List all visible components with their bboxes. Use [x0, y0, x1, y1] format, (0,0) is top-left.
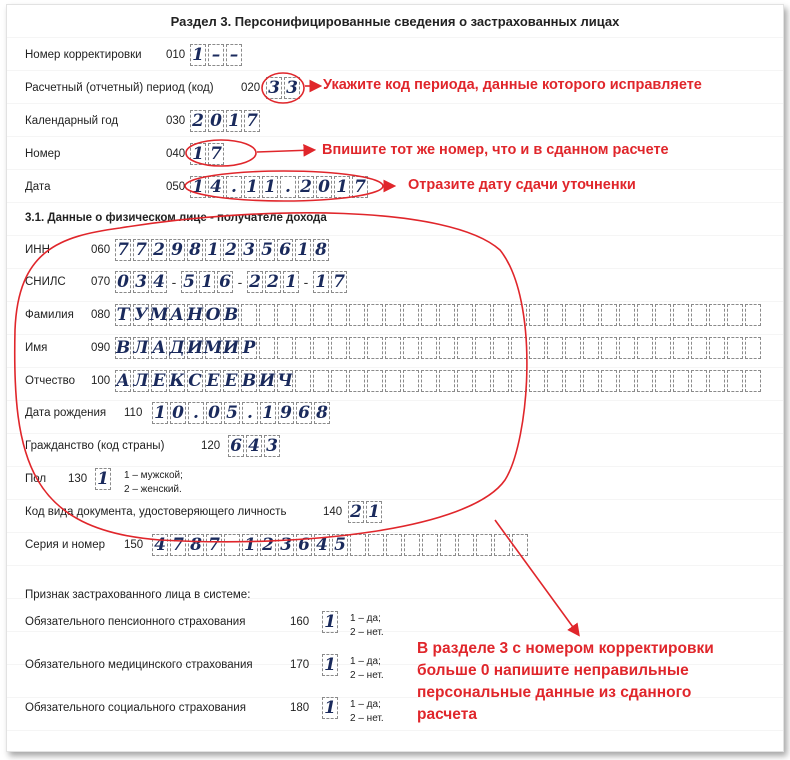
form-cell[interactable]: 7: [244, 110, 260, 132]
form-cell[interactable]: В: [241, 371, 257, 391]
form-cell[interactable]: 2: [151, 239, 167, 261]
label-social: Обязательного социального страхования: [25, 702, 246, 714]
annotation-section3-line2: больше 0 напишите неправильные: [417, 662, 689, 679]
form-cell[interactable]: –: [226, 44, 242, 66]
code-inn: 060: [91, 244, 111, 256]
number-arrow: [257, 150, 313, 152]
form-cell[interactable]: Т: [116, 305, 130, 325]
form-cell[interactable]: 6: [296, 534, 312, 556]
annotation-section3-line3: персональные данные из сданного: [417, 684, 692, 701]
form-cell[interactable]: 5: [181, 271, 197, 293]
label-patronymic: Отчество: [25, 375, 75, 387]
form-cell[interactable]: 4: [246, 435, 262, 457]
form-cell[interactable]: 1: [334, 176, 350, 198]
code-period: 020: [241, 82, 261, 94]
hint-gender-2: 2 – женский.: [124, 484, 182, 495]
form-cell[interactable]: Л: [133, 338, 149, 358]
form-cell[interactable]: 8: [314, 402, 330, 424]
form-cell[interactable]: -: [303, 274, 309, 290]
code-pension: 160: [290, 616, 310, 628]
code-birthdate: 110: [124, 407, 143, 419]
form-cell[interactable]: 4: [208, 176, 224, 198]
form-cell[interactable]: 0: [316, 176, 332, 198]
hint-medical-1: 1 – да;: [350, 656, 381, 667]
section-title: Раздел 3. Персонифицированные сведения о застрахованных лицах: [170, 14, 620, 29]
form-cell[interactable]: 0: [208, 110, 224, 132]
form-cell[interactable]: В: [223, 305, 239, 325]
code-year: 030: [166, 115, 186, 127]
form-cell[interactable]: 7: [331, 271, 347, 293]
label-doctype: Код вида документа, удостоверяющего личность: [25, 506, 287, 518]
annotation-period: Укажите код периода, данные которого исправляете: [323, 77, 702, 93]
form-cell[interactable]: 5: [259, 239, 275, 261]
form-cell[interactable]: -: [171, 274, 177, 290]
label-surname: Фамилия: [25, 309, 74, 321]
annotation-section3-line4: расчета: [417, 706, 477, 723]
label-snils: СНИЛС: [25, 276, 66, 288]
form-cell[interactable]: О: [205, 305, 221, 325]
form-cell[interactable]: 3: [264, 435, 280, 457]
form-cell[interactable]: 1: [295, 239, 311, 261]
form-cell[interactable]: 2: [265, 271, 281, 293]
form-cell[interactable]: Л: [133, 371, 149, 391]
form-cell[interactable]: 4: [314, 534, 330, 556]
form-cell[interactable]: 1: [226, 110, 242, 132]
form-cell[interactable]: И: [186, 338, 204, 358]
label-medical: Обязательного медицинского страхования: [25, 659, 253, 671]
code-date: 050: [166, 181, 186, 193]
form-cell[interactable]: 7: [115, 239, 131, 261]
code-snils: 070: [91, 276, 111, 288]
annotation-number: Впишите тот же номер, что и в сданном расчете: [322, 142, 669, 158]
form-cell[interactable]: 1: [260, 402, 276, 424]
code-surname: 080: [91, 309, 111, 321]
section-circle: [15, 213, 527, 542]
code-series: 150: [124, 539, 144, 551]
label-pension: Обязательного пенсионного страхования: [25, 616, 246, 628]
form-cell[interactable]: 1: [322, 697, 338, 719]
form-cell[interactable]: М: [149, 305, 169, 325]
label-date: Дата: [25, 181, 51, 193]
label-birthdate: Дата рождения: [25, 407, 107, 419]
hint-pension-1: 1 – да;: [350, 613, 381, 624]
form-cell[interactable]: 3: [278, 534, 294, 556]
form-cell[interactable]: 5: [332, 534, 348, 556]
form-cell[interactable]: -: [237, 274, 243, 290]
date-circle: [185, 171, 383, 201]
form-cell[interactable]: В: [115, 338, 131, 358]
form-cell[interactable]: Е: [224, 371, 238, 391]
form-cell[interactable]: 3: [266, 77, 282, 99]
form-cell[interactable]: 6: [296, 402, 312, 424]
form-cell[interactable]: Р: [242, 338, 256, 358]
label-year: Календарный год: [25, 115, 119, 127]
hint-medical-2: 2 – нет.: [350, 670, 384, 681]
form-cell[interactable]: 7: [352, 176, 368, 198]
hint-social-1: 1 – да;: [350, 699, 381, 710]
code-doctype: 140: [323, 506, 343, 518]
form-cell[interactable]: А: [170, 305, 184, 325]
form-cell[interactable]: И: [222, 338, 240, 358]
annotation-date: Отразите дату сдачи уточненки: [408, 177, 636, 193]
form-cell[interactable]: 8: [188, 534, 204, 556]
form-cell[interactable]: 6: [228, 435, 244, 457]
form-cell[interactable]: 0: [115, 271, 131, 293]
form-cell[interactable]: 1: [313, 271, 329, 293]
hint-gender-1: 1 – мужской;: [124, 470, 183, 481]
label-period: Расчетный (отчетный) период (код): [25, 82, 214, 94]
code-medical: 170: [290, 659, 310, 671]
code-patronymic: 100: [91, 375, 111, 387]
form-cell[interactable]: А: [116, 371, 130, 391]
form-cell[interactable]: 8: [187, 239, 203, 261]
form-cell[interactable]: 5: [224, 402, 240, 424]
hint-pension-2: 2 – нет.: [350, 627, 384, 638]
code-social: 180: [290, 702, 310, 714]
code-citizenship: 120: [201, 440, 221, 452]
form-cell[interactable]: 2: [348, 501, 364, 523]
form-cell[interactable]: 7: [170, 534, 186, 556]
label-gender: Пол: [25, 473, 47, 485]
form-cell[interactable]: .: [242, 402, 258, 424]
form-cell[interactable]: 4: [152, 534, 168, 556]
form-cell[interactable]: 1: [242, 534, 258, 556]
form-cell[interactable]: 1: [190, 44, 206, 66]
label-citizenship: Гражданство (код страны): [25, 440, 165, 452]
hint-social-2: 2 – нет.: [350, 713, 384, 724]
form-cell[interactable]: 2: [247, 271, 263, 293]
form-cell[interactable]: Н: [186, 305, 204, 325]
label-name: Имя: [25, 342, 48, 354]
form-cell[interactable]: .: [280, 176, 296, 198]
code-number: 040: [166, 148, 186, 160]
form-cell[interactable]: 1: [199, 271, 215, 293]
form-cell[interactable]: 0: [170, 402, 186, 424]
form-cell[interactable]: А: [152, 338, 166, 358]
form-cell[interactable]: 1: [95, 468, 111, 490]
label-series: Серия и номер: [25, 539, 106, 551]
form-cell[interactable]: –: [208, 44, 224, 66]
form-cell[interactable]: 0: [206, 402, 222, 424]
annotation-section3: [417, 638, 714, 726]
form-cell[interactable]: 1: [152, 402, 168, 424]
form-cell[interactable]: 1: [190, 143, 206, 165]
section-arrow: [495, 520, 578, 634]
form-cell[interactable]: И: [258, 371, 276, 391]
form-cell[interactable]: 4: [151, 271, 167, 293]
form-cell[interactable]: М: [203, 338, 223, 358]
form-cell[interactable]: 2: [298, 176, 314, 198]
code-gender: 130: [68, 473, 88, 485]
form-cell[interactable]: 1: [244, 176, 260, 198]
form-cell[interactable]: 3: [133, 271, 149, 293]
form-cell[interactable]: Е: [206, 371, 220, 391]
form-cell[interactable]: 1: [262, 176, 278, 198]
number-circle: [186, 140, 256, 166]
form-cell[interactable]: 1: [322, 654, 338, 676]
form-cell[interactable]: 3: [284, 77, 300, 99]
section-31-heading: 3.1. Данные о физическом лице - получателе дохода: [25, 212, 327, 224]
form-cell[interactable]: 2: [260, 534, 276, 556]
form-cell[interactable]: 6: [217, 271, 233, 293]
form-cell[interactable]: 1: [283, 271, 299, 293]
form-cell[interactable]: Ч: [277, 371, 293, 391]
form-cell[interactable]: 7: [206, 534, 222, 556]
form-cell[interactable]: .: [188, 402, 204, 424]
form-cell[interactable]: 6: [277, 239, 293, 261]
form-cell[interactable]: .: [226, 176, 242, 198]
code-correction: 010: [166, 49, 186, 61]
code-name: 090: [91, 342, 111, 354]
form-cell[interactable]: 1: [190, 176, 206, 198]
form-cell[interactable]: 8: [313, 239, 329, 261]
form-cell[interactable]: У: [134, 305, 148, 325]
form-cell[interactable]: 2: [223, 239, 239, 261]
label-number: Номер: [25, 148, 61, 160]
form-cell[interactable]: Е: [152, 371, 166, 391]
form-cell[interactable]: 9: [169, 239, 185, 261]
form-cell[interactable]: 2: [190, 110, 206, 132]
form-cell[interactable]: 3: [241, 239, 257, 261]
form-cell[interactable]: 1: [205, 239, 221, 261]
form-cell[interactable]: Д: [169, 338, 185, 358]
form-cell[interactable]: 1: [322, 611, 338, 633]
label-correction: Номер корректировки: [25, 49, 142, 61]
form-cell[interactable]: К: [169, 371, 185, 391]
form-cell[interactable]: 1: [366, 501, 382, 523]
insured-heading: Признак застрахованного лица в системе:: [25, 589, 251, 601]
form-cell[interactable]: 7: [208, 143, 224, 165]
period-circle: [262, 73, 304, 103]
form-cell[interactable]: 9: [278, 402, 294, 424]
label-inn: ИНН: [25, 244, 50, 256]
form-cell[interactable]: С: [188, 371, 202, 391]
form-cell[interactable]: 7: [133, 239, 149, 261]
annotation-section3-line1: В разделе 3 с номером корректировки: [417, 640, 714, 657]
